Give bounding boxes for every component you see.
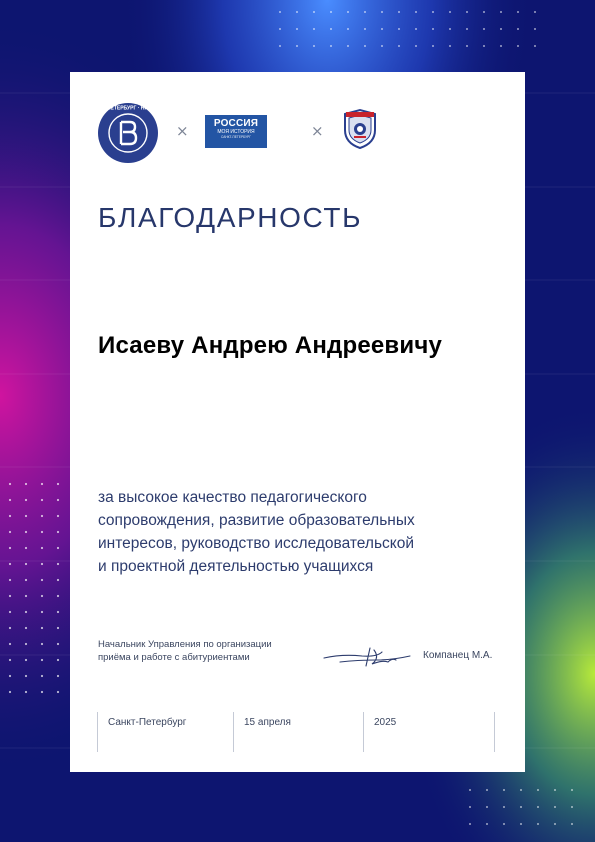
decorative-dot	[57, 627, 59, 629]
decorative-dot	[9, 643, 11, 645]
decorative-dot	[9, 579, 11, 581]
hse-ring-text: САНКТ-ПЕТЕРБУРГ · НИУ ВШЭ ·	[88, 105, 168, 112]
decorative-dot	[41, 595, 43, 597]
recipient-name: Исаеву Андрею Андреевичу	[98, 332, 442, 359]
decorative-dot	[9, 611, 11, 613]
decorative-dot	[537, 806, 539, 808]
decorative-dot	[364, 28, 366, 30]
decorative-dot	[57, 675, 59, 677]
decorative-dot	[57, 499, 59, 501]
decorative-dot	[41, 611, 43, 613]
decorative-dot	[517, 11, 519, 13]
decorative-dot	[347, 45, 349, 47]
decorative-dot	[466, 45, 468, 47]
decorative-dot	[503, 806, 505, 808]
decorative-dot	[520, 806, 522, 808]
decorative-dot	[503, 823, 505, 825]
decorative-dot	[483, 45, 485, 47]
russia-my-history-logo	[205, 115, 267, 148]
handwritten-signature-icon	[322, 640, 414, 670]
logo-separator: ×	[311, 122, 324, 140]
decorative-dot	[571, 806, 573, 808]
decorative-dot	[500, 28, 502, 30]
decorative-dot	[25, 547, 27, 549]
decorative-dot	[41, 691, 43, 693]
decorative-dot	[554, 806, 556, 808]
footer-date: 15 апреля	[244, 717, 291, 728]
russia-logo-line2: МОЯ ИСТОРИЯ	[217, 129, 255, 135]
decorative-dot	[25, 611, 27, 613]
decorative-dot	[503, 789, 505, 791]
certificate-title: БЛАГОДАРНОСТЬ	[98, 202, 363, 233]
decorative-dot	[534, 11, 536, 13]
decorative-dot	[364, 45, 366, 47]
decorative-dot	[415, 11, 417, 13]
decorative-dot	[347, 28, 349, 30]
signatory-role	[98, 638, 272, 664]
decorative-dot	[57, 515, 59, 517]
description-line: за высокое качество педагогического	[98, 489, 367, 506]
decorative-dot	[9, 627, 11, 629]
footer-year: 2025	[374, 717, 397, 728]
decorative-dot	[57, 531, 59, 533]
description-line: интересов, руководство исследовательской	[98, 535, 415, 552]
decorative-dot	[9, 691, 11, 693]
decorative-dot	[449, 28, 451, 30]
decorative-dot	[57, 563, 59, 565]
decorative-dot	[41, 659, 43, 661]
decorative-dot	[296, 28, 298, 30]
signatory-role-line2: приёма и работе с абитуриентами	[98, 652, 250, 663]
decorative-dot	[41, 675, 43, 677]
description-line: и проектной деятельностью учащихся	[98, 558, 374, 575]
decorative-dot	[25, 483, 27, 485]
decorative-dot	[469, 806, 471, 808]
decorative-dot	[57, 691, 59, 693]
decorative-dot	[330, 11, 332, 13]
decorative-dot	[25, 691, 27, 693]
decorative-dot	[25, 531, 27, 533]
decorative-dot	[41, 499, 43, 501]
decorative-dot	[25, 563, 27, 565]
decorative-dot	[25, 579, 27, 581]
decorative-dot	[537, 789, 539, 791]
decorative-dot	[449, 45, 451, 47]
logo-row	[88, 100, 357, 164]
decorative-dot	[534, 28, 536, 30]
decorative-dot	[313, 28, 315, 30]
decorative-dot	[486, 806, 488, 808]
footer-city-cell	[97, 712, 229, 752]
russia-logo-line3: САНКТ-ПЕТЕРБУРГ	[220, 135, 252, 139]
decorative-dot	[9, 515, 11, 517]
decorative-dot	[41, 643, 43, 645]
decorative-dot	[330, 45, 332, 47]
decorative-dot	[41, 547, 43, 549]
decorative-dot	[398, 28, 400, 30]
russia-logo-line1: РОССИЯ	[213, 118, 259, 129]
decorative-dot	[554, 789, 556, 791]
decorative-dot	[398, 45, 400, 47]
decorative-dot	[466, 28, 468, 30]
decorative-dot	[41, 627, 43, 629]
decorative-dot	[381, 11, 383, 13]
decorative-dot	[57, 579, 59, 581]
certificate-card	[70, 72, 525, 772]
decorative-dot	[364, 11, 366, 13]
decorative-dot	[520, 823, 522, 825]
decorative-dot	[537, 823, 539, 825]
decorative-dot	[381, 45, 383, 47]
decorative-dot	[25, 595, 27, 597]
decorative-dot	[313, 45, 315, 47]
decorative-dot	[449, 11, 451, 13]
signatory-name: Компанец М.А.	[423, 650, 493, 661]
decorative-dot	[500, 11, 502, 13]
decorative-dot	[57, 611, 59, 613]
decorative-dot	[279, 11, 281, 13]
decorative-dot	[520, 789, 522, 791]
decorative-dot	[25, 627, 27, 629]
decorative-dot	[483, 11, 485, 13]
decorative-dot	[279, 28, 281, 30]
decorative-dot	[25, 643, 27, 645]
decorative-dot	[432, 45, 434, 47]
decorative-dot	[9, 659, 11, 661]
decorative-dot	[25, 499, 27, 501]
school-shield-logo-icon	[341, 108, 379, 150]
decorative-dot	[517, 28, 519, 30]
decorative-dot	[279, 45, 281, 47]
footer-year-cell	[363, 712, 494, 752]
decorative-dot	[381, 28, 383, 30]
decorative-dot	[41, 483, 43, 485]
decorative-dot	[9, 563, 11, 565]
decorative-dot	[517, 45, 519, 47]
decorative-dot	[296, 11, 298, 13]
description-line: сопровождения, развитие образовательных	[98, 512, 415, 529]
decorative-dot	[486, 789, 488, 791]
decorative-dot	[9, 483, 11, 485]
footer-city: Санкт-Петербург	[108, 717, 187, 728]
decorative-dot	[415, 45, 417, 47]
decorative-dot	[9, 675, 11, 677]
description-text	[98, 486, 508, 578]
decorative-dot	[57, 659, 59, 661]
decorative-dot	[41, 579, 43, 581]
footer-divider	[494, 712, 495, 752]
decorative-dot	[347, 11, 349, 13]
decorative-dot	[432, 28, 434, 30]
decorative-dot	[469, 789, 471, 791]
decorative-dot	[57, 547, 59, 549]
decorative-dot	[9, 531, 11, 533]
decorative-dot	[398, 11, 400, 13]
hse-logo-icon	[88, 102, 168, 164]
decorative-dot	[296, 45, 298, 47]
decorative-dot	[25, 675, 27, 677]
decorative-dot	[313, 11, 315, 13]
decorative-dot	[41, 515, 43, 517]
decorative-dot	[432, 11, 434, 13]
decorative-dot	[9, 499, 11, 501]
decorative-dot	[466, 11, 468, 13]
decorative-dot	[486, 823, 488, 825]
decorative-dot	[554, 823, 556, 825]
decorative-dot	[41, 563, 43, 565]
decorative-dot	[483, 28, 485, 30]
footer-date-cell	[233, 712, 363, 752]
decorative-dot	[57, 595, 59, 597]
logo-separator: ×	[176, 122, 189, 140]
decorative-dot	[415, 28, 417, 30]
decorative-dot	[41, 531, 43, 533]
decorative-dot	[571, 789, 573, 791]
decorative-dot	[500, 45, 502, 47]
decorative-dot	[25, 659, 27, 661]
decorative-dot	[534, 45, 536, 47]
decorative-dot	[57, 643, 59, 645]
decorative-dot	[469, 823, 471, 825]
signatory-role-line1: Начальник Управления по организации	[98, 639, 272, 650]
decorative-dot	[9, 547, 11, 549]
decorative-dot	[571, 823, 573, 825]
decorative-dot	[9, 595, 11, 597]
decorative-dot	[25, 515, 27, 517]
decorative-dot	[330, 28, 332, 30]
decorative-dot	[57, 483, 59, 485]
